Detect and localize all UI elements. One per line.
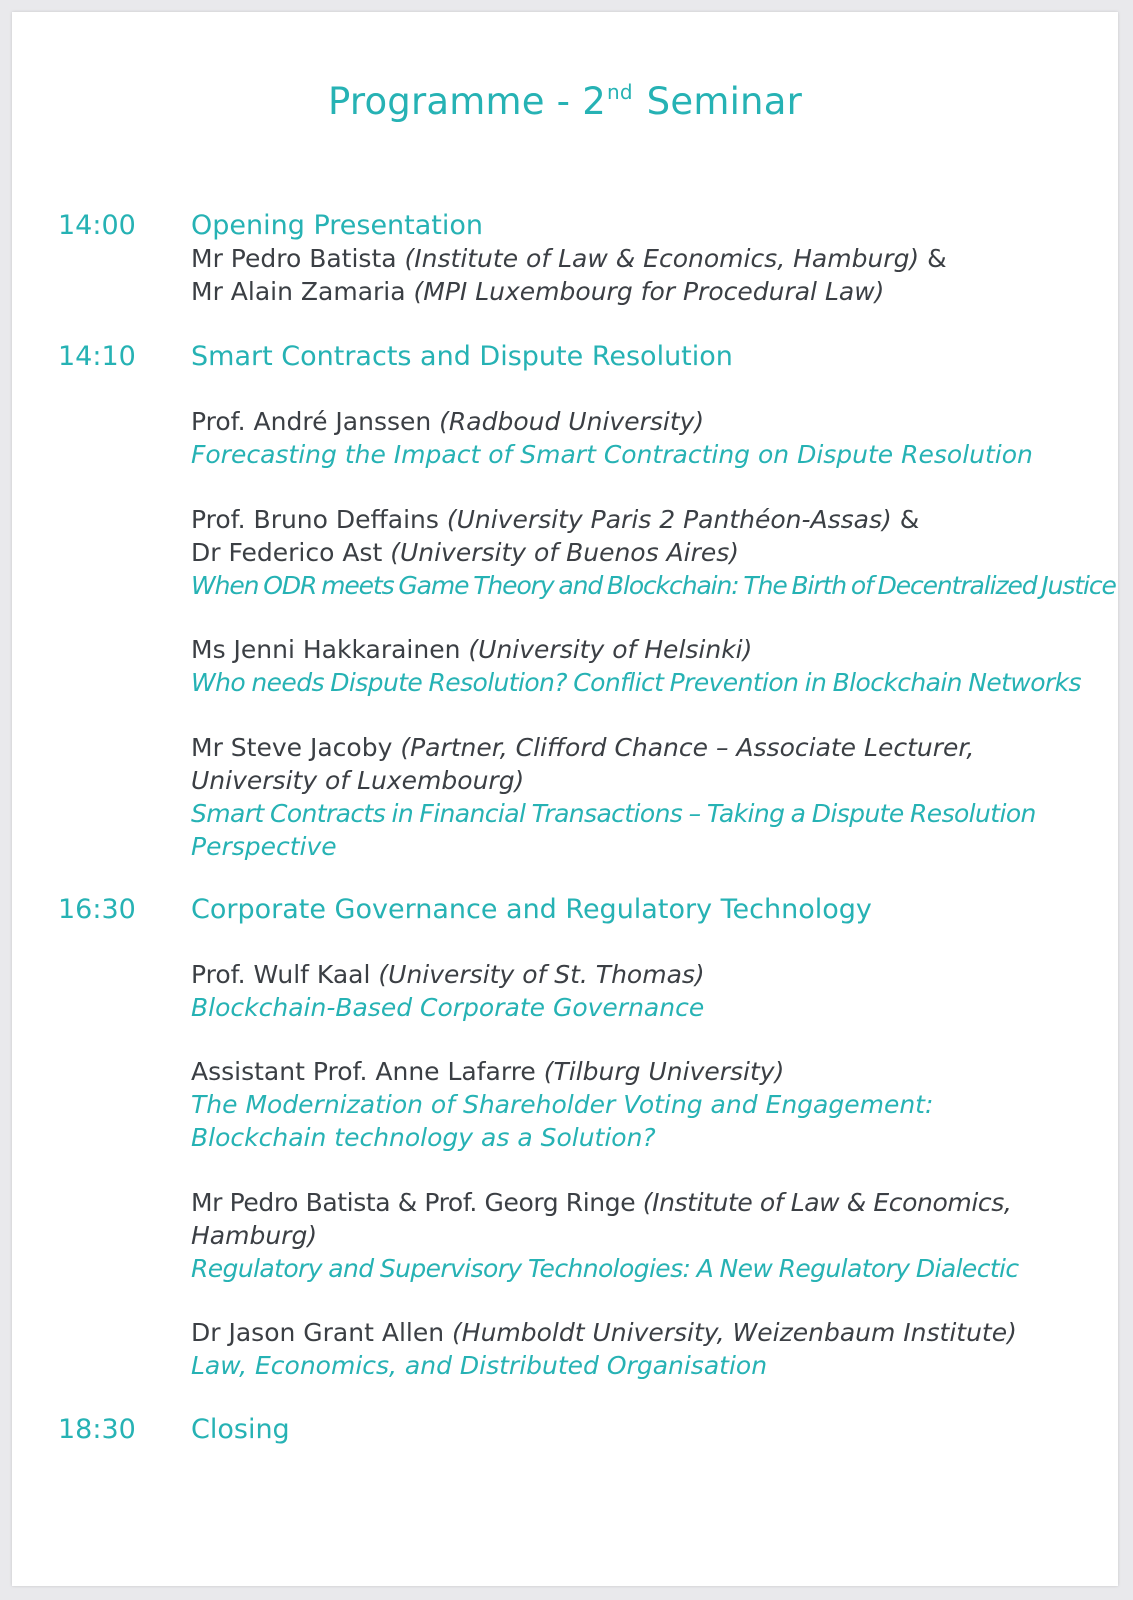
- talk-title: The Modernization of Shareholder Voting and Engagement:: [191, 1090, 934, 1119]
- speaker-line: Ms Jenni Hakkarainen (University of Helsinki): [191, 635, 753, 664]
- time-label: 14:00: [58, 210, 136, 241]
- programme-page: [12, 12, 1118, 1586]
- talk-title: Blockchain-Based Corporate Governance: [191, 993, 705, 1022]
- title-superscript: nd: [606, 80, 633, 104]
- page-title: Programme - 2nd Seminar: [328, 80, 802, 123]
- speaker-line: Dr Federico Ast (University of Buenos Aires): [191, 538, 740, 567]
- time-label: 18:30: [58, 1414, 136, 1445]
- time-label: 14:10: [58, 341, 136, 372]
- time-label: 16:30: [58, 894, 136, 925]
- session-title: Closing: [191, 1414, 290, 1445]
- speaker-line: Prof. André Janssen (Radboud University): [191, 407, 705, 436]
- talk-title: When ODR meets Game Theory and Blockchain: The Birth of Decentralized Justice: [191, 571, 1116, 600]
- speaker-affiliation: Hamburg): [191, 1221, 318, 1250]
- talk-title: Smart Contracts in Financial Transactions – Taking a Dispute Resolution: [191, 799, 1036, 828]
- speaker-line: Prof. Bruno Deffains (University Paris 2 Panthéon-Assas) &: [191, 505, 920, 534]
- talk-title: Who needs Dispute Resolution? Conflict Prevention in Blockchain Networks: [191, 668, 1081, 697]
- speaker-line: Mr Alain Zamaria (MPI Luxembourg for Procedural Law): [191, 277, 885, 306]
- speaker-line: Mr Pedro Batista & Prof. Georg Ringe (Institute of Law & Economics,: [191, 1188, 1012, 1217]
- talk-title-continued: Perspective: [191, 832, 337, 861]
- speaker-affiliation: University of Luxembourg): [191, 766, 525, 795]
- session-title: Smart Contracts and Dispute Resolution: [191, 341, 733, 372]
- speaker-line: Prof. Wulf Kaal (University of St. Thomas): [191, 960, 705, 989]
- speaker-line: Mr Pedro Batista (Institute of Law & Economics, Hamburg) &: [191, 244, 947, 273]
- speaker-line: Dr Jason Grant Allen (Humboldt University, Weizenbaum Institute): [191, 1318, 1017, 1347]
- speaker-line: Assistant Prof. Anne Lafarre (Tilburg University): [191, 1057, 785, 1086]
- talk-title-continued: Blockchain technology as a Solution?: [191, 1123, 656, 1152]
- talk-title: Law, Economics, and Distributed Organisation: [191, 1351, 768, 1380]
- session-title: Opening Presentation: [191, 210, 484, 241]
- talk-title: Regulatory and Supervisory Technologies: A New Regulatory Dialectic: [191, 1254, 1019, 1283]
- talk-title: Forecasting the Impact of Smart Contracting on Dispute Resolution: [191, 440, 1033, 469]
- session-title: Corporate Governance and Regulatory Technology: [191, 894, 872, 925]
- speaker-line: Mr Steve Jacoby (Partner, Clifford Chance – Associate Lecturer,: [191, 733, 975, 762]
